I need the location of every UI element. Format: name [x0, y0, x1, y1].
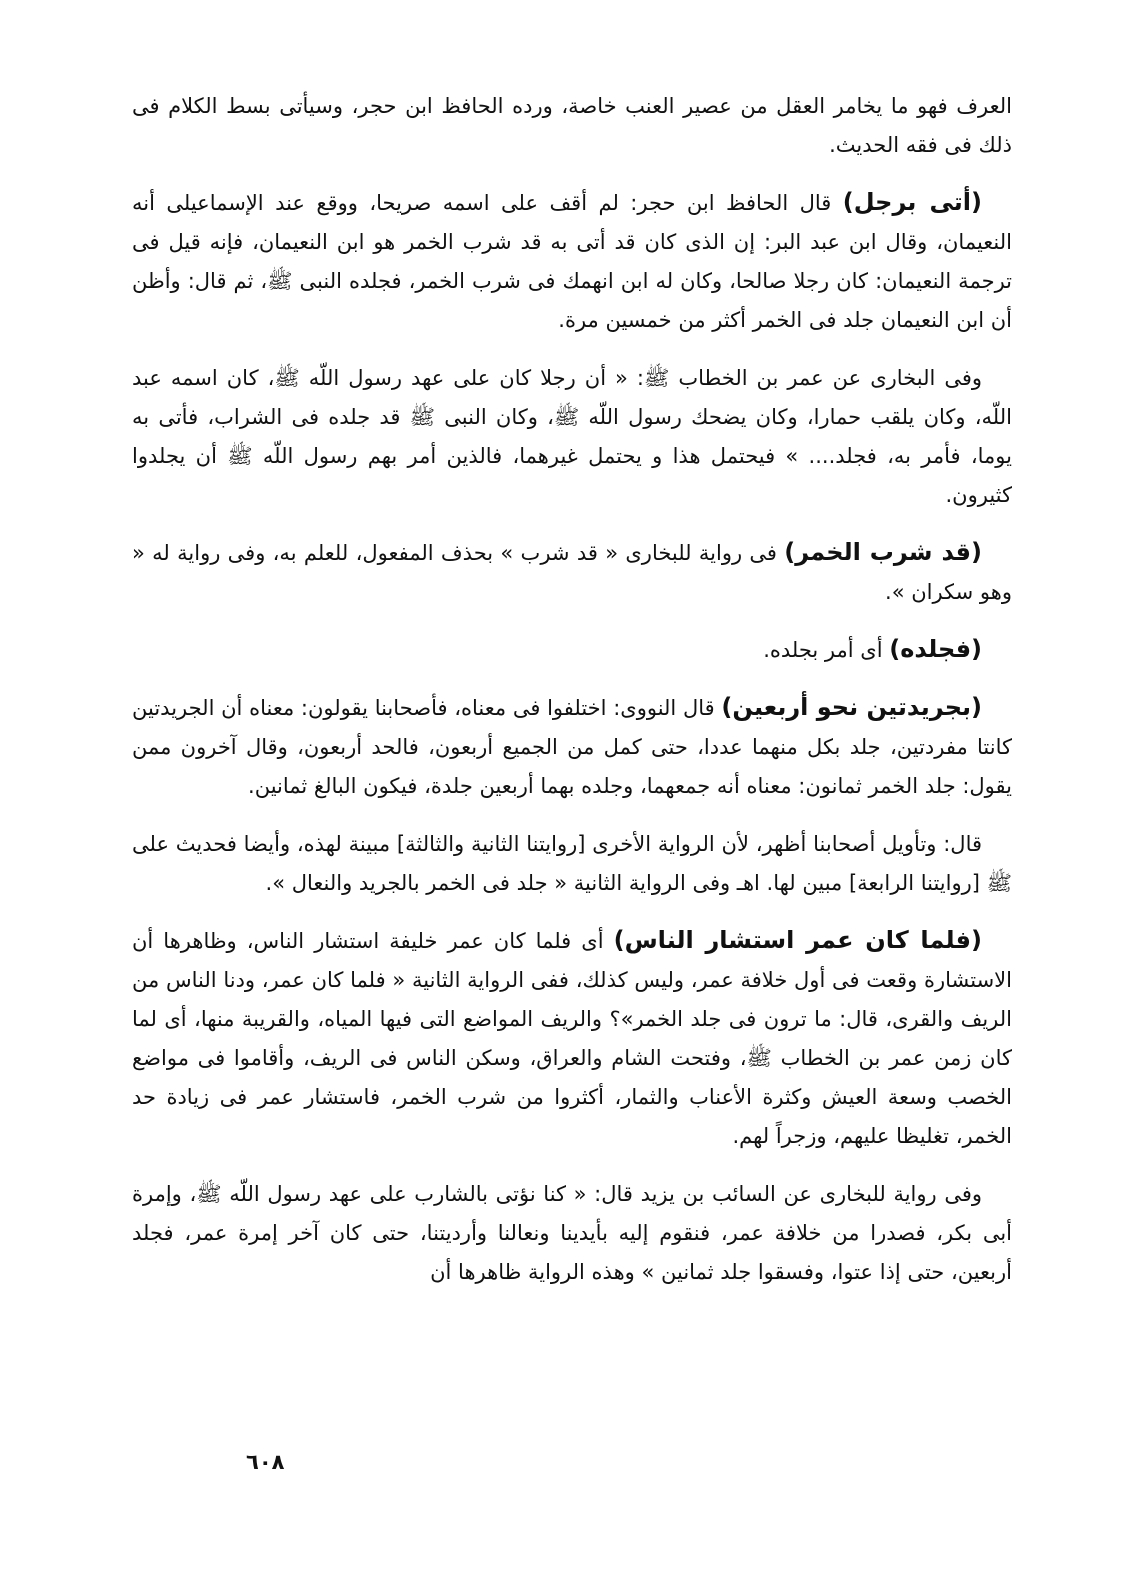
paragraph-4	[132, 533, 1012, 612]
paragraph-6	[132, 688, 1012, 806]
paragraph-1	[132, 86, 1012, 165]
paragraph-2-heading: (أتى برجل)	[842, 188, 982, 216]
paragraph-5-text: أى أمر بجلده.	[763, 638, 890, 662]
paragraph-8-heading: (فلما كان عمر استشار الناس)	[613, 926, 982, 954]
paragraph-7	[132, 824, 1012, 903]
paragraph-6-heading: (بجريدتين نحو أربعين)	[721, 693, 983, 721]
paragraph-3	[132, 358, 1012, 515]
paragraph-5-heading: (فجلده)	[889, 635, 982, 663]
paragraph-9-text: وفى رواية للبخارى عن السائب بن يزيد قال: « كنا نؤتى بالشارب على عهد رسول اللّه ﷺ، وإمرة أبى بكر، فصدرا من خلافة عمر، فنقوم إليه بأيدينا ونعالنا وأرديتنا، حتى كان آخر إمرة عمر، فجلد أربعين، حتى إذا عتوا، وفسقوا جلد ثمانين » وهذه الرواية ظاهرها أن	[132, 1182, 1012, 1284]
paragraph-2	[132, 183, 1012, 340]
paragraph-8	[132, 921, 1012, 1156]
page-body	[132, 86, 1012, 1310]
paragraph-1-text: العرف فهو ما يخامر العقل من عصير العنب خاصة، ورده الحافظ ابن حجر، وسيأتى بسط الكلام فى ذلك فى فقه الحديث.	[132, 94, 1012, 157]
paragraph-6-text: قال النووى: اختلفوا فى معناه، فأصحابنا يقولون: معناه أن الجريدتين كانتا مفردتين، جلد بكل منهما عددا، حتى كمل من الجميع أربعون، فالحد أربعون، وقال آخرون ممن يقول: جلد الخمر ثمانون: معناه أنه جمعهما، وجلده بهما أربعين جلدة، فيكون البالغ ثمانين.	[132, 696, 1012, 798]
paragraph-4-text: فى رواية للبخارى « قد شرب » بحذف المفعول، للعلم به، وفى رواية له « وهو سكران ».	[132, 541, 1012, 604]
paragraph-8-text: أى فلما كان عمر خليفة استشار الناس، وظاهرها أن الاستشارة وقعت فى أول خلافة عمر، وليس كذلك، ففى الرواية الثانية « فلما كان عمر، ودنا الناس من الريف والقرى، قال: ما ترون فى جلد الخمر»؟ والريف المواضع التى فيها المياه، والقريبة منها، أى لما كان زمن عمر بن الخطاب ﷺ، وفتحت الشام والعراق، وسكن الناس فى الريف، وأقاموا فى مواضع الخصب وسعة العيش وكثرة الأعناب والثمار، أكثروا من شرب الخمر، فاستشار عمر فى زيادة حد الخمر، تغليظا عليهم، وزجراً لهم.	[132, 929, 1012, 1148]
paragraph-4-heading: (قد شرب الخمر)	[784, 538, 982, 566]
paragraph-5	[132, 630, 1012, 670]
paragraph-3-text: وفى البخارى عن عمر بن الخطاب ﷺ: « أن رجلا كان على عهد رسول اللّه ﷺ، كان اسمه عبد اللّه، وكان يلقب حمارا، وكان يضحك رسول اللّه ﷺ، وكان النبى ﷺ قد جلده فى الشراب، فأتى به يوما، فأمر به، فجلد.... » فيحتمل هذا و يحتمل غيرهما، فالذين أمر بهم رسول اللّه ﷺ أن يجلدوا كثيرون.	[132, 366, 1012, 507]
paragraph-2-text: قال الحافظ ابن حجر: لم أقف على اسمه صريحا، ووقع عند الإسماعيلى أنه النعيمان، وقال ابن عبد البر: إن الذى كان قد أتى به قد شرب الخمر هو ابن النعيمان، فإنه قيل فى ترجمة النعيمان: كان رجلا صالحا، وكان له ابن انهمك فى شرب الخمر، فجلده النبى ﷺ، ثم قال: وأظن أن ابن النعيمان جلد فى الخمر أكثر من خمسين مرة.	[132, 191, 1012, 332]
paragraph-7-text: قال: وتأويل أصحابنا أظهر، لأن الرواية الأخرى [روايتنا الثانية والثالثة] مبينة لهذه، وأيضا فحديث على ﷺ [روايتنا الرابعة] مبين لها. اهـ وفى الرواية الثانية « جلد فى الخمر بالجريد والنعال ».	[132, 832, 1012, 895]
paragraph-9	[132, 1174, 1012, 1292]
page-number: ٦٠٨	[246, 1450, 285, 1474]
